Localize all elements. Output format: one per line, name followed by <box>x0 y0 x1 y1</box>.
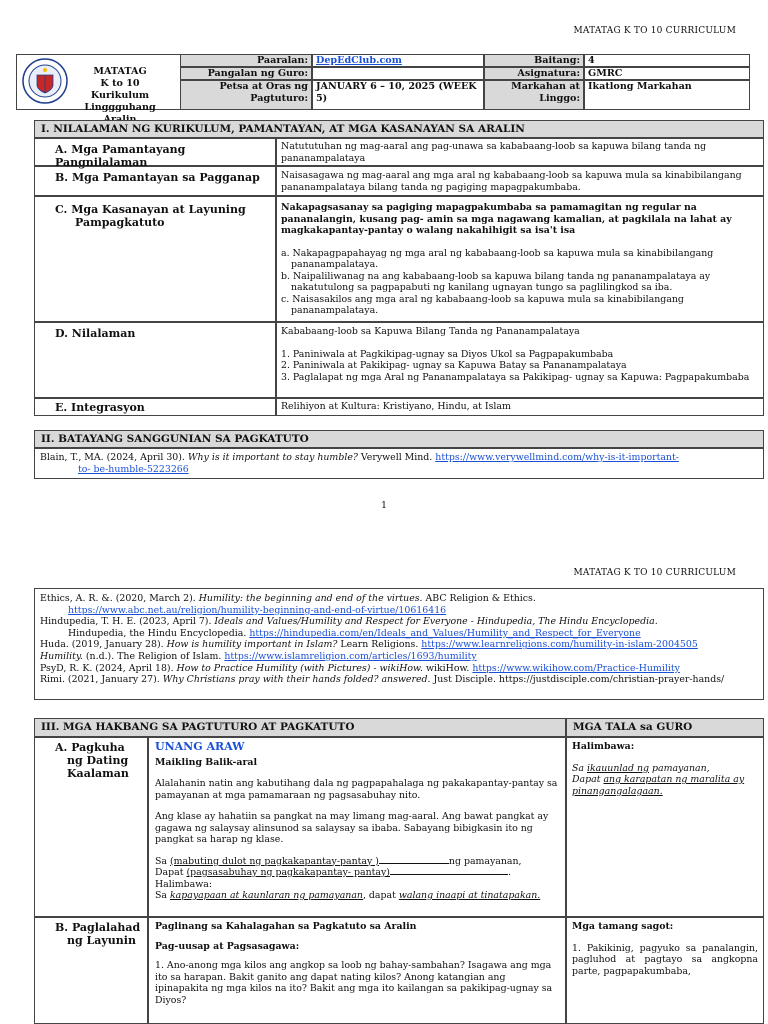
curriculum-tag: MATATAG K TO 10 CURRICULUM <box>573 26 736 36</box>
asignatura-label: Asignatura: <box>484 67 584 80</box>
row-c-item: b. Naipaliliwanag na ang kababaang-loob sa kapuwa bilang tanda ng pananampalataya ay nakatutulong sa pagpapabuti ng kanilang ugnayan tungo sa paglilingkod sa iba. <box>281 270 711 293</box>
reference-blain <box>34 448 764 479</box>
note-a-text: Sa ikauunlad ng pamayanan, Dapat ang karapatan ng maralita ay pinangangalagaan. <box>572 762 745 797</box>
ref-publisher: Verywell Mind. <box>360 452 433 463</box>
note-b <box>566 917 764 1024</box>
fill-line-1: Sa (mabuting dulot ng pagkakapantay-pantay ) ng pamayanan, <box>155 855 522 867</box>
row-d-intro: Kababaang-loob sa Kapuwa Bilang Tanda ng Pananampalataya <box>281 326 580 337</box>
lesson-info <box>180 54 750 110</box>
row-c-item: c. Naisasakilos ang mga aral ng kababaang-loob sa kapuwa mula sa kinabibilangang pananampalataya. <box>281 293 684 316</box>
ref-link[interactable]: https://www.learnreligions.com/humility-in-islam-2004505 <box>421 639 698 651</box>
paaralan-link[interactable]: DepEdClub.com <box>316 55 402 66</box>
note-b-title: Mga tamang sagot: <box>572 921 674 932</box>
row-b-text: Naisasagawa ng mag-aaral ang mga aral ng kababaang-loob sa kapuwa mula sa kinabibilangang pananampalataya bilang tanda ng pagiging mapagpakumbaba. <box>276 166 764 196</box>
section-3-title: III. MGA HAKBANG SA PAGTUTURO AT PAGKATUTO <box>34 718 566 737</box>
baitang-value: 4 <box>584 54 750 67</box>
ref-hindupedia: Hindupedia, T. H. E. (2023, April 7). Ideals and Values/Humility and Respect for Everyone - Hindupedia, The Hindu Encyclopedia. Hindupedia, the Hindu Encyclopedia. https://hindupedia.com/en/Ideals_and_Values/Humility_and_Respect_for_Everyone <box>40 616 658 639</box>
baitang-label: Baitang: <box>484 54 584 67</box>
row-d-label-cell <box>34 322 276 398</box>
fill-line-3: Halimbawa: <box>155 878 213 890</box>
row-c-label-cell <box>34 196 276 322</box>
page-number: 1 <box>380 500 388 511</box>
ref-author: Blain, T., MA. (2024, April 30). <box>40 452 185 463</box>
row-a-label: A. Mga Pamantayang Pangnilalaman <box>55 143 186 169</box>
ref-link[interactable]: https://www.islamreligion.com/articles/1693/humility <box>224 650 477 662</box>
step-a-label: A. Pagkuha ng Dating Kaalaman <box>55 741 129 780</box>
row-c-label-1: C. Mga Kasanayan at Layuning <box>55 203 246 216</box>
step-b-heading-1: Paglinang sa Kahalagahan sa Pagkatuto sa Aralin <box>155 921 417 932</box>
markahan-label: Markahan at Linggo: <box>484 80 584 110</box>
petsa-label: Petsa at Oras ng Pagtuturo: <box>180 80 312 110</box>
row-d-item: 3. Paglalapat ng mga Aral ng Pananampalataya sa Pakikipag- ugnay sa Kapuwa: Pagpapakumbaba <box>281 371 750 383</box>
row-a-label-cell <box>34 138 276 169</box>
note-a <box>566 737 764 917</box>
deped-seal <box>22 58 68 104</box>
row-d-item: 2. Paniniwala at Pakikipag- ugnay sa Kapuwa Batay sa Pananampalataya <box>281 360 627 371</box>
ref-link[interactable]: https://www.verywellmind.com/why-is-it-important- <box>435 452 679 463</box>
row-d-content <box>276 322 764 398</box>
fill-line-2: Dapat (pagsasabuhay ng pagkakapantay- pantay) . <box>155 867 511 878</box>
ref-islamreligion: Humility. (n.d.). The Religion of Islam. https://www.islamreligion.com/articles/1693/humility <box>40 650 477 662</box>
markahan-value: Ikatlong Markahan <box>584 80 750 110</box>
step-a-label-cell <box>34 737 148 917</box>
ref-abc: Ethics, A. R. &. (2020, March 2). Humility: the beginning and end of the virtues. ABC Religion & Ethics. https://www.abc.net.au/religion/humility-beginning-and-end-of-virtue/10616416 <box>40 593 536 616</box>
ref-link[interactable]: https://www.abc.net.au/religion/humility-beginning-and-end-of-virtue/10616416 <box>68 604 447 616</box>
step-b-heading-2: Pag-uusap at Pagsasagawa: <box>155 940 300 952</box>
step-a-content <box>148 737 566 917</box>
petsa-value: JANUARY 6 – 10, 2025 (WEEK 5) <box>312 80 484 110</box>
ref-link-cont[interactable]: to- be-humble-5223266 <box>78 463 189 475</box>
row-e-label-cell <box>34 398 276 416</box>
row-c-bold: Nakapagsasanay sa pagiging mapagpakumbaba sa pamamagitan ng regular na pananalangin, kusang pag- amin sa mga nagawang kamalian, at pagkilala na lahat ay magkakapantay-pantay o walang nakahihigit sa isa't isa <box>281 202 732 236</box>
step-b-label-cell <box>34 917 148 1024</box>
section-1-title: I. NILALAMAN NG KURIKULUM, PAMANTAYAN, AT MGA KASANAYAN SA ARALIN <box>34 120 764 138</box>
row-b-label-cell <box>34 166 276 196</box>
ref-justdisciple: Rimi. (2021, January 27). Why Christians pray with their hands folded? answered. Just Disciple. https://justdisciple.com/christian-prayer-hands/ <box>40 674 725 686</box>
guro-label: Pangalan ng Guro: <box>180 67 312 80</box>
row-d-item: 1. Paniniwala at Pagkikipag-ugnay sa Diyos Ukol sa Pagpapakumbaba <box>281 348 614 360</box>
ref-link[interactable]: https://hindupedia.com/en/Ideals_and_Values/Humility_and_Respect_for_Everyone <box>249 627 641 639</box>
ref-link[interactable]: https://www.wikihow.com/Practice-Humility <box>472 662 680 674</box>
asignatura-value: GMRC <box>584 67 750 80</box>
ref-huda: Huda. (2019, January 28). How is humility important in Islam? Learn Religions. https://www.learnreligions.com/humility-in-islam-2004505 <box>40 639 698 651</box>
row-d-label: D. Nilalaman <box>55 327 136 340</box>
row-a-text: Natututuhan ng mag-aaral ang pag-unawa sa kababaang-loob sa kapuwa bilang tanda ng pananampalataya <box>276 138 764 166</box>
step-b-label: B. Paglalahad ng Layunin <box>55 921 141 947</box>
lesson-title: MATATAG K to 10 Kurikulum Linggguhang <box>84 66 156 113</box>
ref-wikihow: PsyD, R. K. (2024, April 18). How to Practice Humility (with Pictures) - wikiHow. wikiHow. https://www.wikihow.com/Practice-Humility <box>40 662 680 674</box>
row-b-label: B. Mga Pamantayan sa Pagganap <box>55 171 260 184</box>
note-b-text: 1. Pakikinig, pagyuko sa panalangin, pagluhod at pagtayo sa angkopna parte, pagpapakumbaba, <box>572 942 758 977</box>
note-a-title: Halimbawa: <box>572 741 635 752</box>
section-2-title: II. BATAYANG SANGGUNIAN SA PAGKATUTO <box>34 430 764 448</box>
row-c-label-2: Pampagkatuto <box>75 216 165 229</box>
row-c-content <box>276 196 764 322</box>
row-e-text: Relihiyon at Kultura: Kristiyano, Hindu, at Islam <box>276 398 764 416</box>
row-c-item: a. Nakapagpapahayag ng mga aral ng kababaang-loob sa kapuwa mula sa kinabibilangang pananampalataya. <box>281 247 714 270</box>
curriculum-tag-2: MATATAG K TO 10 CURRICULUM <box>573 568 736 578</box>
guro-value <box>312 67 484 80</box>
paaralan-label: Paaralan: <box>180 54 312 67</box>
review-paragraph: Alalahanin natin ang kabutihang dala ng pagpapahalaga ng pakakapantay-pantay sa pamayanan at mga pamamaraan ng pagsasabuhay nito. <box>155 778 558 801</box>
notes-title: MGA TALA sa GURO <box>566 718 764 737</box>
group-paragraph: Ang klase ay hahatiin sa pangkat na may limang mag-aaral. Ang bawat pangkat ay gagawa ng salaysay alinsunod sa salaysay sa ibaba. Sabayang bibigkasin ito ng pangkat sa harap ng klase. <box>155 811 549 845</box>
ref-title: Why is it important to stay humble? <box>187 452 358 463</box>
maikling-heading: Maikling Balik-aral <box>155 756 258 768</box>
references-box <box>34 588 764 700</box>
step-b-question: 1. Ano-anong mga kilos ang angkop sa loob ng bahay-sambahan? Isagawa ang mga ito sa harapan. Bakit ganito ang dapat nating kilos? Anong katangian ang ipinapakita ng mga kilos na ito? Bakit ang mga ito kailangan sa pakikipag-ugnay sa Diyos? <box>155 960 553 1006</box>
unang-araw-heading: UNANG ARAW <box>155 740 245 753</box>
paaralan-value[interactable] <box>312 54 484 67</box>
row-e-label: E. Integrasyon <box>55 401 145 414</box>
example-line: Sa kapayapaan at kaunlaran ng pamayanan, dapat walang inaapi at tinatapakan. <box>155 890 541 901</box>
step-b-content <box>148 917 566 1024</box>
